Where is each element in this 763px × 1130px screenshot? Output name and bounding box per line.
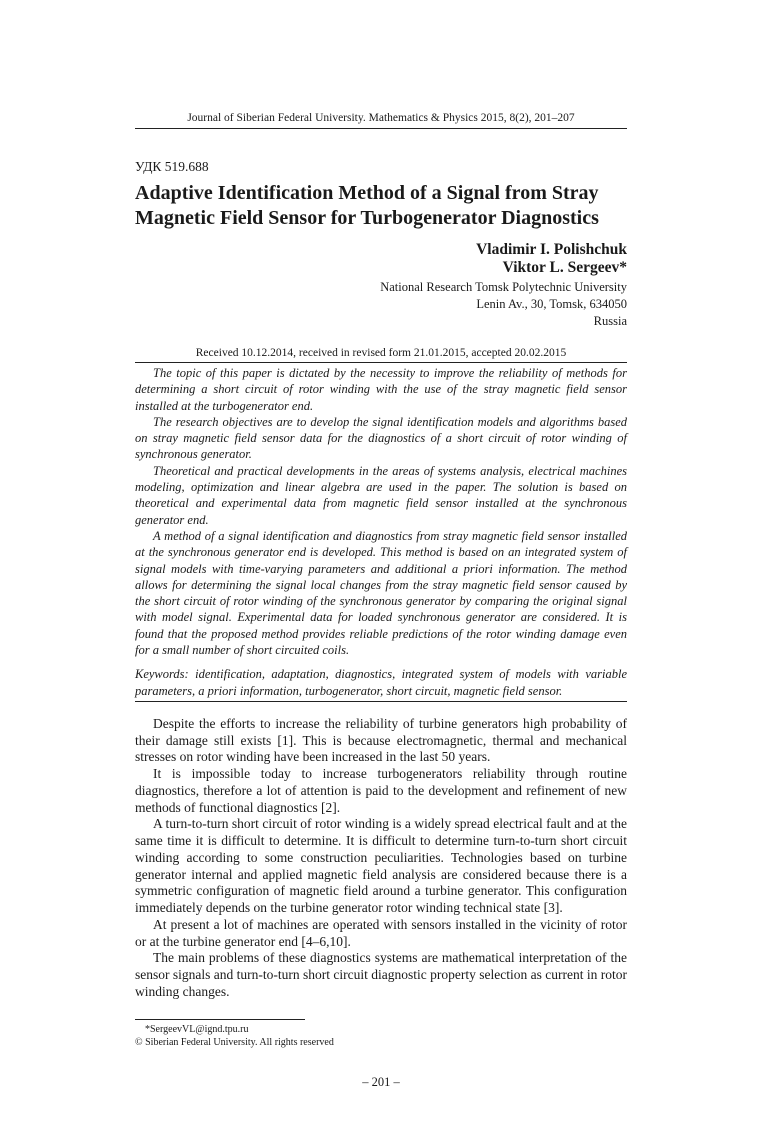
body-paragraph: Despite the efforts to increase the reliability of turbine generators high probability of their damage still exists [1]. This is because electromagnetic, thermal and mechanical stresses on rotor winding have been increased in the last 50 years. [135,715,627,765]
running-head: Journal of Siberian Federal University. Mathematics & Physics 2015, 8(2), 201–207 [187,112,575,124]
abstract-rule-top [135,362,627,363]
udk-code: УДК 519.688 [135,159,209,174]
footnote-email: *SergeevVL@ignd.tpu.ru [145,1023,249,1035]
received-dates: Received 10.12.2014, received in revised form 21.01.2015, accepted 20.02.2015 [195,347,567,359]
abstract-paragraph: The topic of this paper is dictated by the necessity to improve the reliability of methods for determining a short circuit of rotor winding with the use of the stray magnetic field sensor installed at the turbogenerator end. [135,366,627,413]
affiliation-line: Lenin Av., 30, Tomsk, 634050 [476,297,627,311]
authors [135,241,627,277]
affiliation [135,279,627,330]
body-paragraph: At present a lot of machines are operated with sensors installed in the vicinity of rotor or at the turbine generator end [4–6,10]. [135,916,627,949]
paper-title [135,181,627,231]
keywords: Keywords: identification, adaptation, diagnostics, integrated system of models with variable parameters, a priori information, turbogenerator, short circuit, magnetic field sensor. [135,667,627,698]
body-paragraph: It is impossible today to increase turbogenerators reliability through routine diagnostics, therefore a lot of attention is paid to the development and refinement of new methods of functional diagnostics [2]. [135,766,627,815]
title-line: Magnetic Field Sensor for Turbogenerator Diagnostics [135,207,599,229]
abstract-paragraph: A method of a signal identification and diagnostics from stray magnetic field sensor installed at the synchronous generator end is developed. This method is based on an integrated system of signal models with time-varying parameters and additional a priori information. The method allows for determining the signal local changes from the stray magnetic field sensor caused by the short circuit of rotor winding of the synchronous generator by comparing the original signal with model signal. Experimental data for loaded synchronous generator are considered. It is found that the proposed method provides reliable predictions of the rotor winding damage even for a small number of short circuited coils. [135,528,627,658]
abstract-paragraph: The research objectives are to develop the signal identification models and algorithms based on stray magnetic field sensor data for the diagnostics of a short circuit of rotor winding of synchronous generator. [135,414,627,462]
affiliation-line: National Research Tomsk Polytechnic University [380,280,627,294]
footnote-rule [135,1019,305,1020]
footnote-copyright: © Siberian Federal University. All rights reserved [135,1036,334,1048]
body-paragraph: The main problems of these diagnostics systems are mathematical interpretation of the sensor signals and turn-to-turn short circuit diagnostic property selection as current in rotor winding changes. [135,950,627,999]
body-text [135,716,627,1001]
author: Vladimir I. Polishchuk [476,241,627,258]
author: Viktor L. Sergeev* [502,259,627,276]
abstract-paragraph: Theoretical and practical developments in the areas of systems analysis, electrical machines modeling, optimization and linear algebra are used in the paper. The solution is based on theoretical and experimental data from magnetic field sensor installed at the synchronous generator end. [135,463,627,527]
title-line: Adaptive Identification Method of a Signal from Stray [135,182,599,204]
abstract-rule-bottom [135,701,627,702]
page-number: – 201 – [362,1074,400,1089]
header-rule [135,128,627,129]
affiliation-line: Russia [593,314,627,328]
abstract [135,365,627,658]
footnotes [135,1023,627,1049]
body-paragraph: A turn-to-turn short circuit of rotor winding is a widely spread electrical fault and at the same time it is difficult to determine. It is difficult to determine turn-to-turn short circuit winding according to some construction peculiarities. Technologies based on turbine generator internal and applied magnetic field analysis are considered because there is a symmetric configuration of magnetic field around a turbine generator. This configuration immediately depends on the turbine generator rotor winding technical state [3]. [135,816,627,916]
